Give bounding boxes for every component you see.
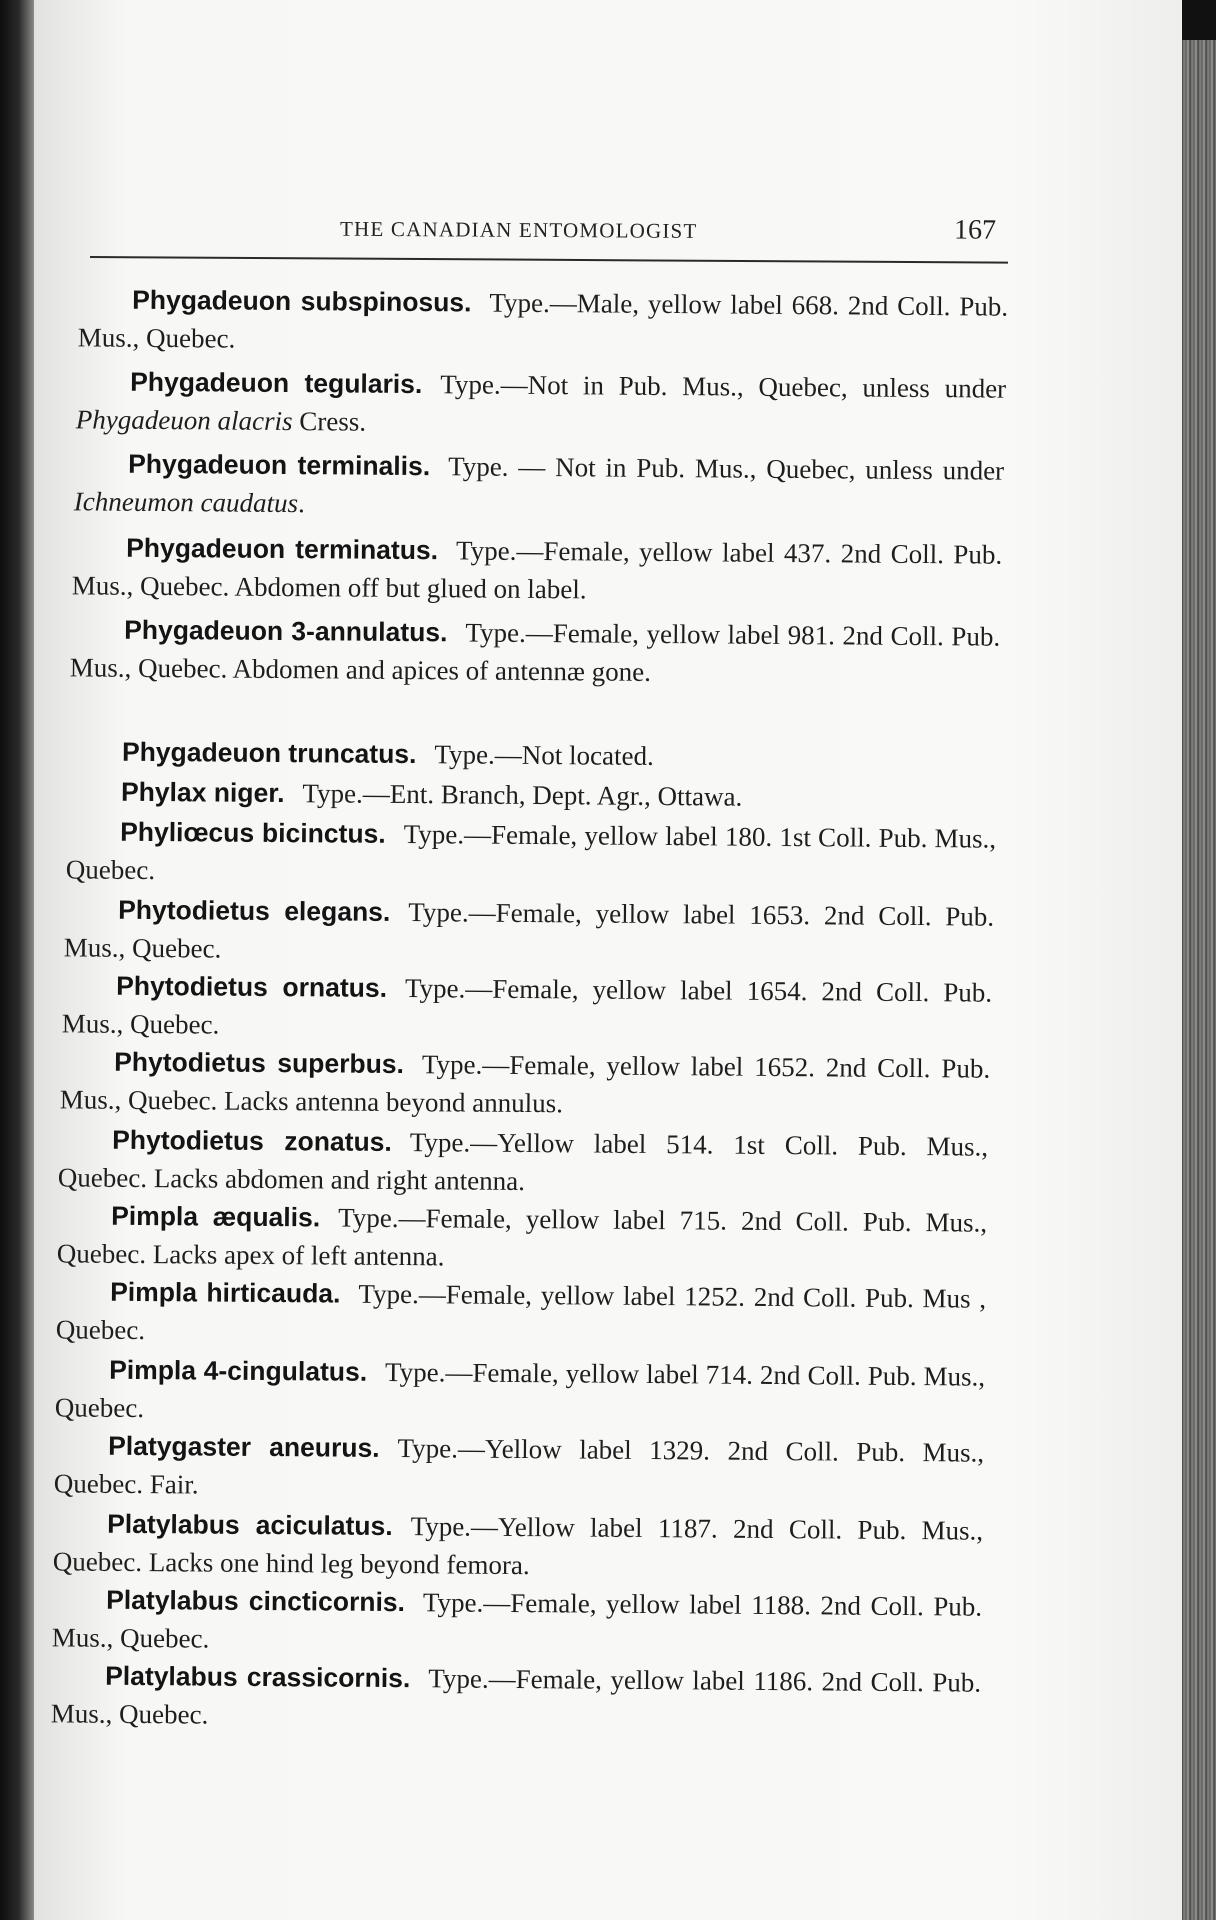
entry-text: Type.—Female, yellow label 180. 1st Coll. Pub. Mus., Quebec. (65, 819, 997, 886)
page-number: 167 (953, 214, 997, 246)
entry-name: Phytodietus zonatus. (112, 1124, 392, 1157)
entry-name: Platylabus aciculatus. (107, 1508, 393, 1542)
entry-platylabus-aciculatus (53, 1504, 984, 1587)
entry-phygadeuon-terminatus (72, 528, 1003, 611)
entry-name: Pimpla æqualis. (111, 1200, 321, 1233)
entry-text: Type.—Yellow label 1187. 2nd Coll. Pub. Mus., Quebec. Lacks one hind leg beyond femora. (52, 1511, 984, 1581)
entry-text: Type.—Not in Pub. Mus., Quebec, unless under (440, 369, 1007, 404)
entry-name: Phygadeuon truncatus. (121, 736, 417, 770)
entry-italic-text: Ichneumon caudatus (73, 486, 299, 519)
entry-italic-text: Phygadeuon alacris (75, 404, 293, 437)
entry-text: Type.—Female, yellow label 981. 2nd Coll. Pub. Mus., Quebec. Abdomen and apices of antennæ gone. (69, 617, 1001, 687)
entry-text: Type.—Female, yellow label 715. 2nd Coll. Pub. Mus., Quebec. Lacks apex of left antenna. (56, 1202, 988, 1272)
entry-platylabus-crassicornis (51, 1656, 982, 1739)
entry-name: Pimpla 4-cingulatus. (109, 1354, 368, 1387)
entry-text: Type.—Female, yellow label 437. 2nd Coll. Pub. Mus., Quebec. Abdomen off but glued on label. (71, 535, 1003, 605)
entry-pimpla-4-cingulatus (55, 1350, 986, 1433)
entry-phygadeuon-subspinosus (78, 280, 1009, 363)
entry-name: Phygadeuon 3-annulatus. (124, 614, 448, 648)
entry-phytodietus-ornatus (62, 966, 993, 1049)
entry-name: Platylabus crassicornis. (105, 1660, 411, 1694)
entry-text: . (297, 488, 305, 519)
entry-text: Type.—Yellow label 1329. 2nd Coll. Pub. Mus., Quebec. Fair. (53, 1433, 985, 1500)
entry-phygadeuon-terminalis (74, 444, 1005, 527)
running-head: THE CANADIAN ENTOMOLOGIST (339, 216, 698, 243)
entry-name: Phytodietus ornatus. (116, 970, 388, 1003)
entry-platylabus-cincticornis (52, 1580, 983, 1663)
entry-text: Type.—Female, yellow label 1652. 2nd Coll. Pub. Mus., Quebec. Lacks antenna beyond annulus. (59, 1049, 991, 1119)
entry-text: Cress. (292, 406, 367, 437)
entry-name: Phygadeuon tegularis. (130, 366, 423, 400)
entry-phygadeuon-3-annulatus (70, 610, 1001, 693)
entry-text: Type.—Female, yellow label 1654. 2nd Coll. Pub. Mus., Quebec. (61, 973, 993, 1040)
entry-name: Pimpla hirticauda. (110, 1276, 341, 1309)
entry-name: Phygadeuon terminatus. (126, 532, 439, 566)
entry-name: Phytodietus elegans. (118, 894, 391, 927)
entry-text: Type.—Female, yellow label 1188. 2nd Coll. Pub. Mus., Quebec. (51, 1587, 983, 1654)
entry-text: Type.—Female, yellow label 1252. 2nd Coll. Pub. Mus , Quebec. (55, 1278, 987, 1346)
entry-text: Type. — Not in Pub. Mus., Quebec, unless under (448, 451, 1005, 486)
entry-phytodietus-superbus (60, 1042, 991, 1125)
entry-pimpla-aequalis (57, 1196, 988, 1279)
entry-text: Type.—Not located. (434, 739, 654, 771)
entry-name: Phytodietus superbus. (114, 1046, 405, 1080)
entry-phygadeuon-tegularis (76, 362, 1007, 445)
entry-text: Type.—Male, yellow label 668. 2nd Coll. Pub. Mus., Quebec. (77, 287, 1009, 354)
entry-name: Phygadeuon subspinosus. (132, 284, 472, 318)
entry-phytodietus-zonatus (58, 1120, 989, 1203)
entry-text: Type.—Yellow label 514. 1st Coll. Pub. Mus., Quebec. Lacks abdomen and right antenna. (57, 1127, 989, 1197)
entry-name: Platylabus cincticornis. (106, 1584, 406, 1618)
entry-name: Phygadeuon terminalis. (128, 448, 431, 482)
entry-text: Type.—Female, yellow label 1653. 2nd Coll. Pub. Mus., Quebec. (63, 897, 995, 964)
entry-phytodietus-elegans (64, 890, 995, 973)
entry-name: Platygaster aneurus. (108, 1430, 380, 1463)
entry-name: Phyliœcus bicinctus. (120, 816, 386, 849)
entry-platygaster-aneurus (54, 1426, 985, 1509)
entry-text: Type.—Ent. Branch, Dept. Agr., Ottawa. (302, 778, 743, 812)
entry-phylax-niger (67, 772, 997, 817)
entry-pimpla-hirticauda (56, 1272, 987, 1355)
entry-text: Type.—Female, yellow label 1186. 2nd Coll. Pub. Mus., Quebec. (50, 1663, 982, 1730)
entry-name: Phylax niger. (120, 776, 285, 809)
entry-phygadeuon-truncatus (68, 732, 998, 777)
entry-phyliaecus-bicinctus (66, 812, 997, 895)
entry-text: Type.—Female, yellow label 714. 2nd Coll. Pub. Mus., Quebec. (54, 1356, 986, 1424)
